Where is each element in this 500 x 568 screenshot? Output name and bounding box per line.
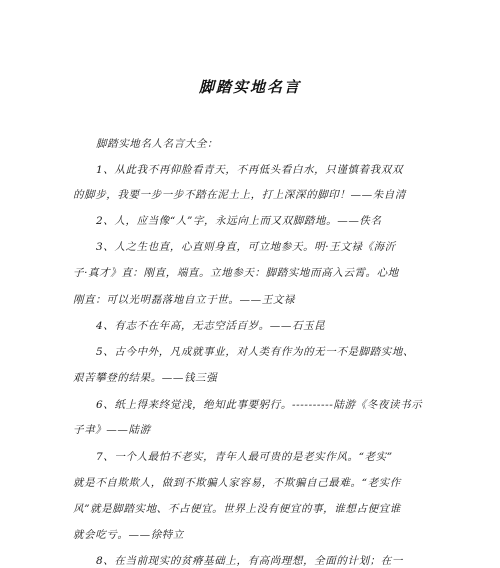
quote-line-8a: 8、在当前现实的贫瘠基础上，有高尚理想，全面的计划；在一 bbox=[96, 555, 403, 567]
quote-line-3c: 刚直：可以光明磊落地自立于世。——王文禄 bbox=[73, 294, 295, 306]
quote-line-6b: 子聿》——陆游 bbox=[73, 424, 151, 436]
quote-line-7d: 就会吃亏。——徐特立 bbox=[73, 529, 184, 541]
quote-line-7a: 7、一个人最怕不老实，青年人最可贵的是老实作风。“老实” bbox=[96, 451, 393, 463]
quote-line-1a: 1、从此我不再仰脸看青天，不再低头看白水，只谨慎着我双双 bbox=[96, 164, 403, 176]
quote-line-6a: 6、纸上得来终觉浅，绝知此事要躬行。----------陆游《冬夜读书示 bbox=[96, 399, 423, 411]
intro-line: 脚踏实地名人名言大全： bbox=[96, 138, 219, 150]
quote-line-4: 4、有志不在年高，无志空活百岁。——石玉昆 bbox=[96, 320, 326, 332]
document-title: 脚踏实地名言 bbox=[198, 78, 301, 96]
quote-line-5a: 5、古今中外，凡成就事业，对人类有作为的无一不是脚踏实地、 bbox=[96, 346, 415, 358]
quote-line-7c: 风”就是脚踏实地、不占便宜。世界上没有便宜的事，谁想占便宜谁 bbox=[73, 503, 401, 515]
quote-line-1b: 的脚步，我要一步一步不踏在泥土上，打上深深的脚印！——朱自清 bbox=[73, 189, 406, 201]
quote-line-3a: 3、人之生也直，心直则身直，可立地参天。明·王文禄《海沂 bbox=[96, 241, 396, 253]
quote-line-3b: 子·真才》直：刚直，端直。立地参天：脚踏实地而高入云霄。心地 bbox=[73, 267, 399, 279]
quote-line-7b: 就是不自欺欺人，做到不欺骗人家容易，不欺骗自己最难。“老实作 bbox=[73, 477, 401, 489]
quote-line-2: 2、人，应当像“人”字，永远向上而又双脚踏地。——佚名 bbox=[96, 215, 382, 227]
quote-line-5b: 艰苦攀登的结果。——钱三强 bbox=[73, 372, 218, 384]
